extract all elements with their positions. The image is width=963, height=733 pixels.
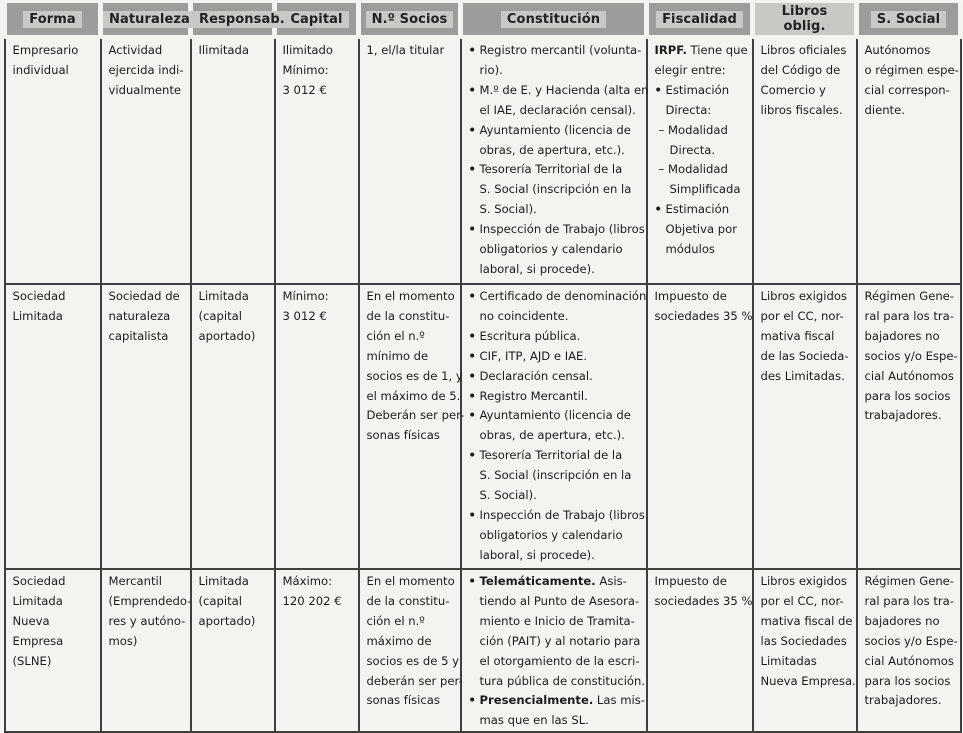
- text-line: bajadores no: [864, 613, 940, 628]
- text-line: obras, de apertura, etc.).: [479, 142, 625, 157]
- text-line: Libros exigidos: [760, 289, 847, 303]
- cell-seguridad-social: [857, 37, 961, 284]
- text-line: 3 012 €: [282, 308, 327, 323]
- text-line: Mínimo:: [282, 289, 329, 303]
- bullet-item: [469, 506, 643, 566]
- bullet-item: [469, 220, 643, 280]
- cell-constitucion: [461, 37, 647, 284]
- text-line: o régimen espe-: [864, 62, 959, 77]
- bullet-item: [469, 446, 643, 506]
- text-line: Limitada: [198, 574, 249, 588]
- cell-responsabilidad: [191, 284, 275, 569]
- text-line: Ayuntamiento (licencia de: [479, 122, 631, 137]
- cell-seguridad-social: [857, 284, 961, 569]
- text-line: mativa fiscal de: [760, 613, 853, 628]
- header-constitucion: Constitución: [461, 3, 647, 37]
- bullet-item: [655, 81, 749, 121]
- cell-libros-obligatorios: [753, 284, 857, 569]
- text-line: 3 012 €: [282, 82, 327, 97]
- text-line: no coincidente.: [479, 308, 569, 323]
- text-line: para los socios: [864, 388, 951, 403]
- cell-forma: [5, 284, 101, 569]
- text-line: por el CC, nor-: [760, 593, 844, 608]
- text-line: aportado): [198, 613, 256, 628]
- cell-fiscalidad: [647, 284, 753, 569]
- text-line: cial correspon-: [864, 82, 950, 97]
- text-line: S. Social).: [479, 202, 537, 217]
- text-line: Ayuntamiento (licencia de: [479, 408, 631, 423]
- text-line: socios y/o Espe-: [864, 633, 958, 648]
- text-line: En el momento: [366, 574, 455, 588]
- text-line: bajadores no: [864, 328, 940, 343]
- text-line: módulos: [665, 242, 715, 257]
- text-line: Deberán ser per-: [366, 408, 465, 423]
- text-line: Limitada: [198, 289, 249, 303]
- text-line: cial Autónomos: [864, 368, 954, 383]
- text-line: individual: [12, 62, 69, 77]
- text-line: M.º de E. y Hacienda (alta en: [479, 82, 649, 97]
- text-line: Mercantil: [108, 574, 162, 588]
- cell-num-socios: [359, 284, 465, 569]
- text-line: naturaleza: [108, 308, 171, 323]
- cell-naturaleza: [101, 569, 191, 732]
- text-line: elegir entre:: [654, 62, 726, 77]
- text-line: sociedades 35 %: [654, 593, 753, 608]
- text-line: – Modalidad: [658, 162, 728, 177]
- text-line: Libros oficiales: [760, 43, 847, 57]
- text-line: mos): [108, 633, 138, 648]
- text-line: Nueva Empresa.: [760, 673, 856, 688]
- header-libros-obligatorios: Libros oblig.: [753, 3, 857, 37]
- text-line: sociedades 35 %: [654, 308, 753, 323]
- cell-seguridad-social: [857, 569, 961, 732]
- text-line: Libros exigidos: [760, 574, 847, 588]
- text-line: Sociedad: [12, 289, 66, 303]
- bullet-item: [469, 327, 643, 347]
- text-line: Declaración censal.: [479, 368, 593, 383]
- bullet-item: [469, 121, 643, 161]
- bullet-item: [469, 287, 647, 327]
- text-line: laboral, si procede).: [479, 547, 595, 562]
- bullet-item: [469, 160, 643, 220]
- text-line: ral para los tra-: [864, 308, 954, 323]
- text-line: sonas físicas: [366, 693, 440, 708]
- text-line: – Modalidad: [658, 122, 728, 137]
- text-line: el otorgamiento de la escri-: [479, 653, 640, 668]
- text-line: Registro mercantil (volunta-: [479, 43, 642, 57]
- text-line: capitalista: [108, 328, 169, 343]
- text-line: • Estimación: [665, 202, 730, 217]
- cell-responsabilidad: [191, 37, 275, 284]
- header-capital: Capital: [275, 3, 359, 37]
- bold-lead: IRPF.: [654, 43, 687, 57]
- text-line: (capital: [198, 308, 242, 323]
- cell-libros-obligatorios: [753, 37, 857, 284]
- text-line: Tesorería Territorial de la: [479, 162, 623, 177]
- cell-libros-obligatorios: [753, 569, 857, 732]
- text-line: mínimo de: [366, 348, 429, 363]
- text-line: Sociedad de: [108, 289, 180, 303]
- text-line: ejercida indi-: [108, 62, 184, 77]
- text-line: Empresa: [12, 633, 64, 648]
- text-line: socios y/o Espe-: [864, 348, 958, 363]
- text-line: 120 202 €: [282, 593, 342, 608]
- text-line: ción el n.º: [366, 328, 425, 343]
- text-line: obligatorios y calendario: [479, 242, 623, 257]
- text-line: Asis-: [595, 574, 627, 588]
- text-line: Limitada: [12, 593, 63, 608]
- text-line: 1, el/la titular: [366, 43, 445, 57]
- text-line: S. Social).: [479, 488, 537, 503]
- text-line: Comercio y: [760, 82, 826, 97]
- text-line: Máximo:: [282, 574, 332, 588]
- bold-lead: Presencialmente.: [479, 693, 594, 708]
- text-line: mativa fiscal: [760, 328, 835, 343]
- cell-capital: [275, 284, 359, 569]
- cell-constitucion: [461, 284, 647, 569]
- bullet-item: [469, 691, 643, 731]
- text-line: ción (PAIT) y al notario para: [479, 633, 641, 648]
- text-line: cial Autónomos: [864, 653, 954, 668]
- header-forma: Forma: [5, 3, 101, 37]
- text-line: Régimen Gene-: [864, 574, 954, 588]
- text-line: máximo de: [366, 633, 432, 648]
- bullet-item: [469, 347, 643, 367]
- company-forms-table: [2, 3, 963, 733]
- text-line: Mínimo:: [282, 62, 329, 77]
- text-line: ción el n.º: [366, 613, 425, 628]
- text-line: Actividad: [108, 43, 163, 57]
- text-line: Ilimitado: [282, 43, 333, 57]
- text-line: • Estimación: [665, 82, 730, 97]
- text-line: Directa.: [658, 142, 716, 157]
- text-line: del Código de: [760, 62, 841, 77]
- text-line: CIF, ITP, AJD e IAE.: [479, 348, 588, 363]
- text-line: socios es de 5 y: [366, 653, 460, 668]
- text-line: de las Socieda-: [760, 348, 849, 363]
- cell-naturaleza: [101, 37, 191, 284]
- text-line: trabajadores.: [864, 408, 942, 423]
- text-line: el máximo de 5.: [366, 388, 461, 403]
- text-line: por el CC, nor-: [760, 308, 844, 323]
- text-line: socios es de 1, y: [366, 368, 463, 383]
- cell-naturaleza: [101, 284, 191, 569]
- text-line: las Sociedades: [760, 633, 847, 648]
- cell-capital: [275, 37, 359, 284]
- text-line: miento e Inicio de Tramita-: [479, 613, 635, 628]
- bullet-item: [469, 81, 649, 121]
- text-line: obligatorios y calendario: [479, 527, 623, 542]
- text-line: Régimen Gene-: [864, 289, 954, 303]
- cell-forma: [5, 569, 101, 732]
- text-line: (SLNE): [12, 653, 52, 668]
- text-line: Sociedad: [12, 574, 66, 588]
- text-line: ral para los tra-: [864, 593, 954, 608]
- text-line: libros fiscales.: [760, 102, 843, 117]
- cell-fiscalidad: [647, 569, 753, 732]
- cell-num-socios: [359, 569, 461, 732]
- text-line: Certificado de denominación: [479, 289, 647, 303]
- cell-forma: [5, 37, 101, 284]
- text-line: tiendo al Punto de Asesora-: [479, 593, 640, 608]
- text-line: Tiene que: [686, 43, 748, 57]
- header-responsabilidad: Responsab.: [191, 3, 275, 37]
- text-line: de la constitu-: [366, 593, 450, 608]
- text-line: S. Social (inscripción en la: [479, 182, 632, 197]
- cell-capital: [275, 569, 359, 732]
- text-line: el IAE, declaración censal).: [479, 102, 636, 117]
- text-line: Objetiva por: [665, 222, 737, 237]
- text-line: Registro Mercantil.: [479, 388, 588, 403]
- text-line: diente.: [864, 102, 905, 117]
- text-line: Directa:: [665, 102, 712, 117]
- bullet-item: [469, 41, 643, 81]
- text-line: res y autóno-: [108, 613, 186, 628]
- text-line: Las mis-: [593, 693, 645, 708]
- text-line: laboral, si procede).: [479, 261, 595, 276]
- bold-lead: Telemáticamente.: [479, 574, 596, 588]
- bullet-item: [655, 200, 749, 260]
- text-line: mas que en las SL.: [479, 713, 589, 728]
- header-row: [5, 3, 961, 37]
- text-line: trabajadores.: [864, 693, 942, 708]
- text-line: Empresario: [12, 43, 79, 57]
- text-line: Inspección de Trabajo (libros: [479, 507, 645, 522]
- header-naturaleza: Naturaleza: [101, 3, 191, 37]
- bullet-item: [469, 406, 643, 446]
- cell-responsabilidad: [191, 569, 275, 732]
- text-line: obras, de apertura, etc.).: [479, 428, 625, 443]
- text-line: En el momento: [366, 289, 455, 303]
- text-line: deberán ser per-: [366, 673, 463, 688]
- text-line: (capital: [198, 593, 242, 608]
- text-line: Escritura pública.: [479, 328, 581, 343]
- text-line: Inspección de Trabajo (libros: [479, 222, 645, 237]
- text-line: de la constitu-: [366, 308, 450, 323]
- table-row: [5, 284, 961, 569]
- cell-fiscalidad: [647, 37, 753, 284]
- cell-num-socios: [359, 37, 461, 284]
- text-line: Limitada: [12, 308, 63, 323]
- text-line: Impuesto de: [654, 289, 727, 303]
- table-row: [5, 569, 961, 732]
- text-line: S. Social (inscripción en la: [479, 468, 632, 483]
- text-line: Simplificada: [658, 182, 741, 197]
- text-line: Tesorería Territorial de la: [479, 448, 623, 463]
- bullet-item: [469, 367, 643, 387]
- text-line: tura pública de constitución.: [479, 673, 646, 688]
- header-seguridad-social: S. Social: [857, 3, 961, 37]
- text-line: (Emprendedo-: [108, 593, 192, 608]
- text-line: Limitadas: [760, 653, 817, 668]
- text-line: vidualmente: [108, 82, 182, 97]
- text-line: aportado): [198, 328, 256, 343]
- text-line: Impuesto de: [654, 574, 727, 588]
- text-line: sonas físicas: [366, 428, 440, 443]
- text-line: para los socios: [864, 673, 951, 688]
- text-line: rio).: [479, 62, 503, 77]
- text-line: Nueva: [12, 613, 50, 628]
- text-line: Autónomos: [864, 43, 931, 57]
- bullet-item: [469, 387, 643, 407]
- header-num-socios: N.º Socios: [359, 3, 461, 37]
- bullet-item: [469, 572, 646, 691]
- header-fiscalidad: Fiscalidad: [647, 3, 753, 37]
- text-line: Ilimitada: [198, 43, 249, 57]
- cell-constitucion: [461, 569, 647, 732]
- text-line: des Limitadas.: [760, 368, 845, 383]
- table-row: [5, 37, 961, 284]
